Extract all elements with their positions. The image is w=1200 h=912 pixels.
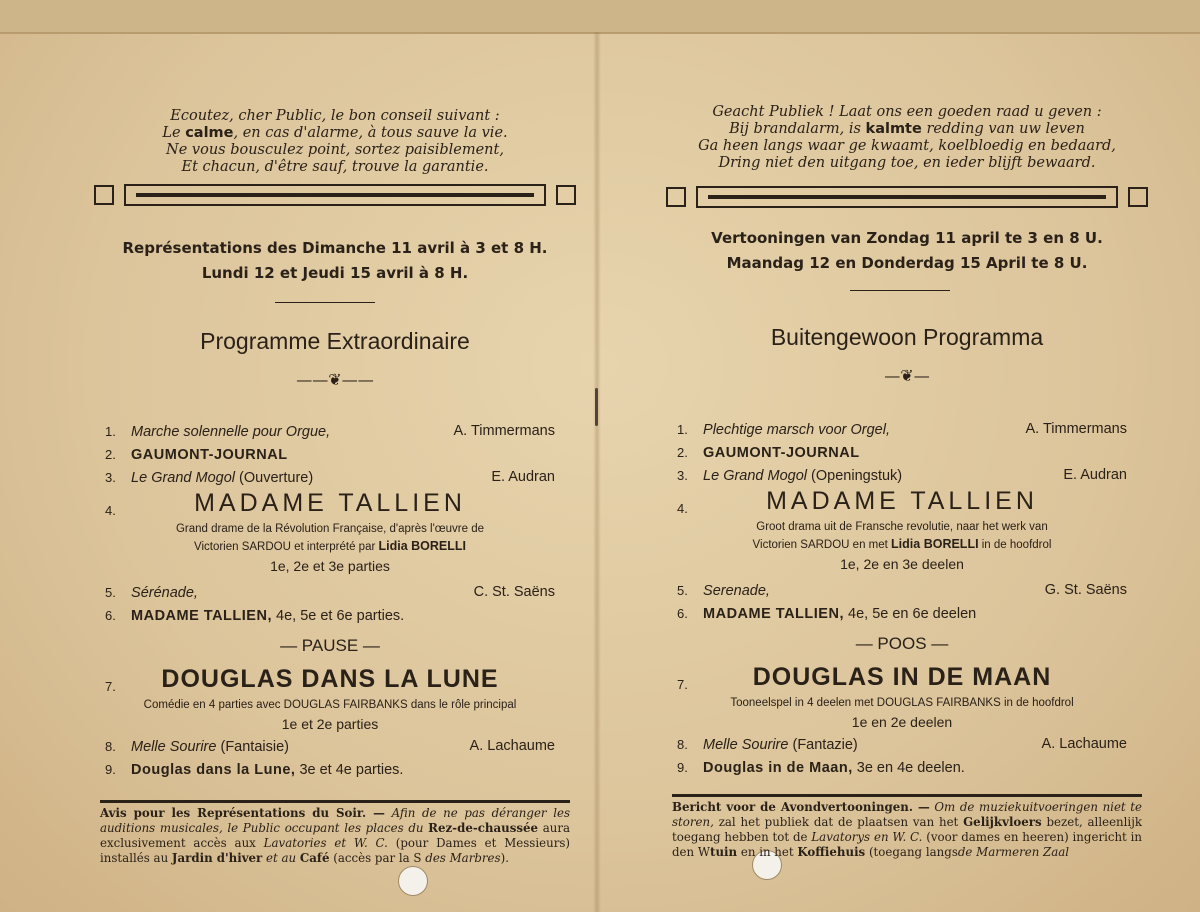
item-title: Melle Sourire bbox=[703, 737, 789, 753]
item-suffix: (Fantaisie) bbox=[220, 739, 289, 755]
notice-bold: Rez-de-chaussée bbox=[428, 821, 539, 835]
dates-line: Vertooningen van Zondag 11 april te 3 en 8 U. bbox=[711, 229, 1103, 247]
item-title: MADAME TALLIEN, bbox=[703, 606, 844, 622]
bar-line bbox=[136, 193, 534, 197]
poem-word: Le bbox=[162, 125, 181, 141]
dates-line: Lundi 12 et Jeudi 15 avril à 8 H. bbox=[201, 264, 469, 282]
item-number: 8. bbox=[105, 739, 116, 754]
item-description bbox=[677, 536, 1127, 554]
safety-poem bbox=[672, 104, 1142, 172]
programme-item bbox=[105, 604, 555, 627]
programme-item bbox=[105, 489, 555, 521]
item-number: 1. bbox=[677, 422, 688, 437]
programme-item bbox=[105, 581, 555, 604]
poem-line bbox=[672, 121, 1142, 138]
poem-line: Et chacun, d'être sauf, trouve la garantie. bbox=[181, 159, 489, 175]
feature-title: DOUGLAS IN DE MAAN bbox=[752, 663, 1052, 691]
programme-item bbox=[677, 418, 1127, 441]
item-suffix: 4e, 5e en 6e deelen bbox=[848, 606, 977, 622]
feature-title: MADAME TALLIEN bbox=[766, 487, 1038, 515]
notice-text: zal het publiek dat de plaatsen van het bbox=[718, 815, 959, 829]
item-parts: 1e, 2e et 3e parties bbox=[270, 558, 390, 574]
item-number: 2. bbox=[105, 447, 116, 462]
item-composer: A. Lachaume bbox=[1041, 736, 1127, 752]
square-ornament bbox=[556, 185, 576, 205]
notice-bold: tuin bbox=[710, 845, 738, 859]
item-number: 9. bbox=[105, 762, 116, 777]
poem-word: Bij brandalarm, is bbox=[729, 121, 861, 137]
desc-text: Victorien SARDOU et interprété par bbox=[193, 541, 376, 553]
programme-item bbox=[677, 487, 1127, 519]
item-number: 4. bbox=[677, 501, 688, 516]
item-number: 7. bbox=[105, 679, 116, 694]
programme-item bbox=[677, 663, 1127, 695]
bar-line bbox=[708, 195, 1106, 199]
item-suffix: 3e en 4e deelen. bbox=[856, 760, 965, 776]
item-composer: E. Audran bbox=[491, 469, 555, 485]
item-title: Le Grand Mogol bbox=[703, 468, 808, 484]
notice-bold: Jardin d'hiver bbox=[171, 851, 263, 865]
square-ornament bbox=[94, 185, 114, 205]
programme-item bbox=[677, 733, 1127, 756]
item-number: 1. bbox=[105, 424, 116, 439]
notice-italic: Lavatories et W. C. bbox=[263, 836, 388, 850]
divider-thick bbox=[100, 800, 570, 803]
notice-text: aura exclusivement accès aux bbox=[100, 821, 570, 850]
item-number: 3. bbox=[677, 468, 688, 483]
poem-bold-word: kalmte bbox=[865, 121, 922, 137]
item-description: Grand drame de la Révolution Française, d'après l'œuvre de bbox=[175, 523, 484, 535]
notice-text: ). bbox=[500, 851, 509, 865]
item-title: Le Grand Mogol bbox=[131, 470, 236, 486]
evening-notice bbox=[100, 806, 570, 866]
programme-title: Programme Extraordinaire bbox=[200, 328, 470, 354]
poem-word: , en cas d'alarme, à tous sauve la vie. bbox=[233, 125, 508, 141]
desc-text: Victorien SARDOU en met bbox=[752, 539, 888, 551]
notice-text: (toegang langs bbox=[868, 845, 958, 859]
item-title: GAUMONT-JOURNAL bbox=[131, 447, 288, 463]
divider-thick bbox=[672, 794, 1142, 797]
divider bbox=[850, 290, 950, 291]
poem-line: Geacht Publiek ! Laat ons een goeden raad u geven : bbox=[712, 104, 1102, 120]
item-suffix: 4e, 5e et 6e parties. bbox=[276, 608, 405, 624]
item-title: Sérénade, bbox=[131, 585, 198, 601]
item-suffix: (Fantazie) bbox=[792, 737, 858, 753]
poem-line: Ga heen langs waar ge kwaamt, koelbloedig en bedaard, bbox=[698, 138, 1116, 154]
item-number: 7. bbox=[677, 677, 688, 692]
top-edge bbox=[0, 0, 1200, 34]
notice-text: Afin de ne pas déranger les auditions musicales, le Public occupant les places du bbox=[100, 806, 570, 835]
poem-line: Ecoutez, cher Public, le bon conseil suivant : bbox=[170, 108, 500, 124]
performance-dates bbox=[100, 236, 570, 286]
item-composer: G. St. Saëns bbox=[1044, 582, 1127, 598]
notice-italic: Lavatorys en W. C. bbox=[811, 830, 923, 844]
notice-text: bezet, alleenlijk toegang hebben tot de bbox=[672, 815, 1143, 844]
dates-line: Représentations des Dimanche 11 avril à 3 et 8 H. bbox=[122, 239, 548, 257]
dates-line: Maandag 12 en Donderdag 15 April te 8 U. bbox=[726, 254, 1088, 272]
decorative-bar bbox=[672, 184, 1142, 210]
bar-frame bbox=[696, 186, 1118, 208]
french-page bbox=[100, 32, 570, 912]
safety-poem bbox=[100, 108, 570, 176]
programme-item bbox=[677, 756, 1127, 779]
evening-notice bbox=[672, 800, 1142, 860]
intermission: — POOS — bbox=[855, 634, 949, 653]
notice-text: et au bbox=[266, 851, 297, 865]
square-ornament bbox=[1128, 187, 1148, 207]
programme-item bbox=[105, 758, 555, 781]
notice-text: en in het bbox=[740, 845, 794, 859]
feature-title: MADAME TALLIEN bbox=[194, 489, 466, 517]
item-title: Melle Sourire bbox=[131, 739, 217, 755]
item-number: 2. bbox=[677, 445, 688, 460]
feature-title: DOUGLAS DANS LA LUNE bbox=[161, 665, 499, 693]
notice-italic: des Marbres bbox=[425, 851, 501, 865]
decorative-bar bbox=[100, 182, 570, 208]
programme-item bbox=[677, 464, 1127, 487]
programme-title: Buitengewoon Programma bbox=[770, 324, 1044, 350]
notice-italic: Om de muziekuitvoeringen niet te storen, bbox=[672, 800, 1143, 829]
item-title: Marche solennelle pour Orgue, bbox=[131, 424, 331, 440]
item-suffix: (Ouverture) bbox=[239, 470, 314, 486]
item-composer: A. Timmermans bbox=[1025, 421, 1127, 437]
item-number: 8. bbox=[677, 737, 688, 752]
item-number: 4. bbox=[105, 503, 116, 518]
performance-dates bbox=[672, 226, 1142, 276]
programme-item bbox=[677, 441, 1127, 464]
programme-item bbox=[677, 602, 1127, 625]
item-title: GAUMONT-JOURNAL bbox=[703, 445, 860, 461]
notice-bold: Café bbox=[299, 851, 330, 865]
item-parts: 1e, 2e en 3e deelen bbox=[840, 556, 964, 572]
programme-item bbox=[105, 735, 555, 758]
programme-item bbox=[105, 665, 555, 697]
poem-line: Ne vous bousculez point, sortez paisiblement, bbox=[166, 142, 504, 158]
item-number: 5. bbox=[677, 583, 688, 598]
programme-item bbox=[105, 443, 555, 466]
item-title: MADAME TALLIEN, bbox=[131, 608, 272, 624]
square-ornament bbox=[666, 187, 686, 207]
divider bbox=[275, 302, 375, 303]
poem-word: redding van uw leven bbox=[926, 121, 1085, 137]
item-title: Douglas in de Maan, bbox=[703, 760, 853, 776]
item-number: 6. bbox=[677, 606, 688, 621]
item-composer: C. St. Saëns bbox=[473, 584, 555, 600]
item-description: Comédie en 4 parties avec DOUGLAS FAIRBANKS dans le rôle principal bbox=[143, 699, 517, 711]
item-title: Douglas dans la Lune, bbox=[131, 762, 296, 778]
desc-actress: Lidia BORELLI bbox=[378, 539, 466, 553]
programme-item bbox=[677, 579, 1127, 602]
desc-actress: Lidia BORELLI bbox=[891, 537, 979, 551]
item-parts: 1e et 2e parties bbox=[281, 716, 379, 732]
item-composer: A. Lachaume bbox=[469, 738, 555, 754]
dutch-page bbox=[672, 32, 1142, 912]
item-parts: 1e en 2e deelen bbox=[851, 714, 953, 730]
programme-list bbox=[677, 418, 1127, 779]
item-composer: E. Audran bbox=[1063, 467, 1127, 483]
poem-line bbox=[100, 125, 570, 142]
item-title: Plechtige marsch voor Orgel, bbox=[703, 422, 890, 438]
poem-bold-word: calme bbox=[185, 125, 234, 141]
notice-italic: de Marmeren Zaal bbox=[957, 845, 1070, 859]
notice-text: (accès par la S bbox=[333, 851, 422, 865]
item-number: 5. bbox=[105, 585, 116, 600]
bar-frame bbox=[124, 184, 546, 206]
programme-item bbox=[105, 466, 555, 489]
item-number: 3. bbox=[105, 470, 116, 485]
center-fold bbox=[593, 32, 601, 912]
item-number: 6. bbox=[105, 608, 116, 623]
notice-text: (pour Dames et Messieurs) installés au bbox=[100, 836, 571, 865]
notice-heading: Avis pour les Représentations du Soir. — bbox=[100, 806, 385, 820]
staple bbox=[595, 388, 598, 426]
notice-bold: Koffiehuis bbox=[797, 845, 866, 859]
item-description: Groot drama uit de Fransche revolutie, naar het werk van bbox=[756, 521, 1048, 533]
item-number: 9. bbox=[677, 760, 688, 775]
item-description: Tooneelspel in 4 deelen met DOUGLAS FAIRBANKS in de hoofdrol bbox=[730, 697, 1074, 709]
programme-item bbox=[105, 420, 555, 443]
desc-text: in de hoofdrol bbox=[981, 539, 1052, 551]
programme-list bbox=[105, 420, 555, 781]
item-description bbox=[105, 538, 555, 556]
item-suffix: 3e et 4e parties. bbox=[299, 762, 404, 778]
poem-line: Dring niet den uitgang toe, en ieder blijft bewaard. bbox=[718, 155, 1096, 171]
intermission: — PAUSE — bbox=[280, 636, 380, 655]
item-suffix: (Openingstuk) bbox=[811, 468, 903, 484]
item-title: Serenade, bbox=[703, 583, 770, 599]
notice-heading: Bericht voor de Avondvertooningen. — bbox=[672, 800, 930, 814]
notice-text: (voor dames en heeren) ingericht in den W bbox=[672, 830, 1143, 859]
item-composer: A. Timmermans bbox=[453, 423, 555, 439]
ornament-flourish: ——❦—— bbox=[296, 370, 374, 389]
notice-bold: Gelijkvloers bbox=[963, 815, 1042, 829]
ornament-flourish: —❦— bbox=[884, 366, 930, 385]
